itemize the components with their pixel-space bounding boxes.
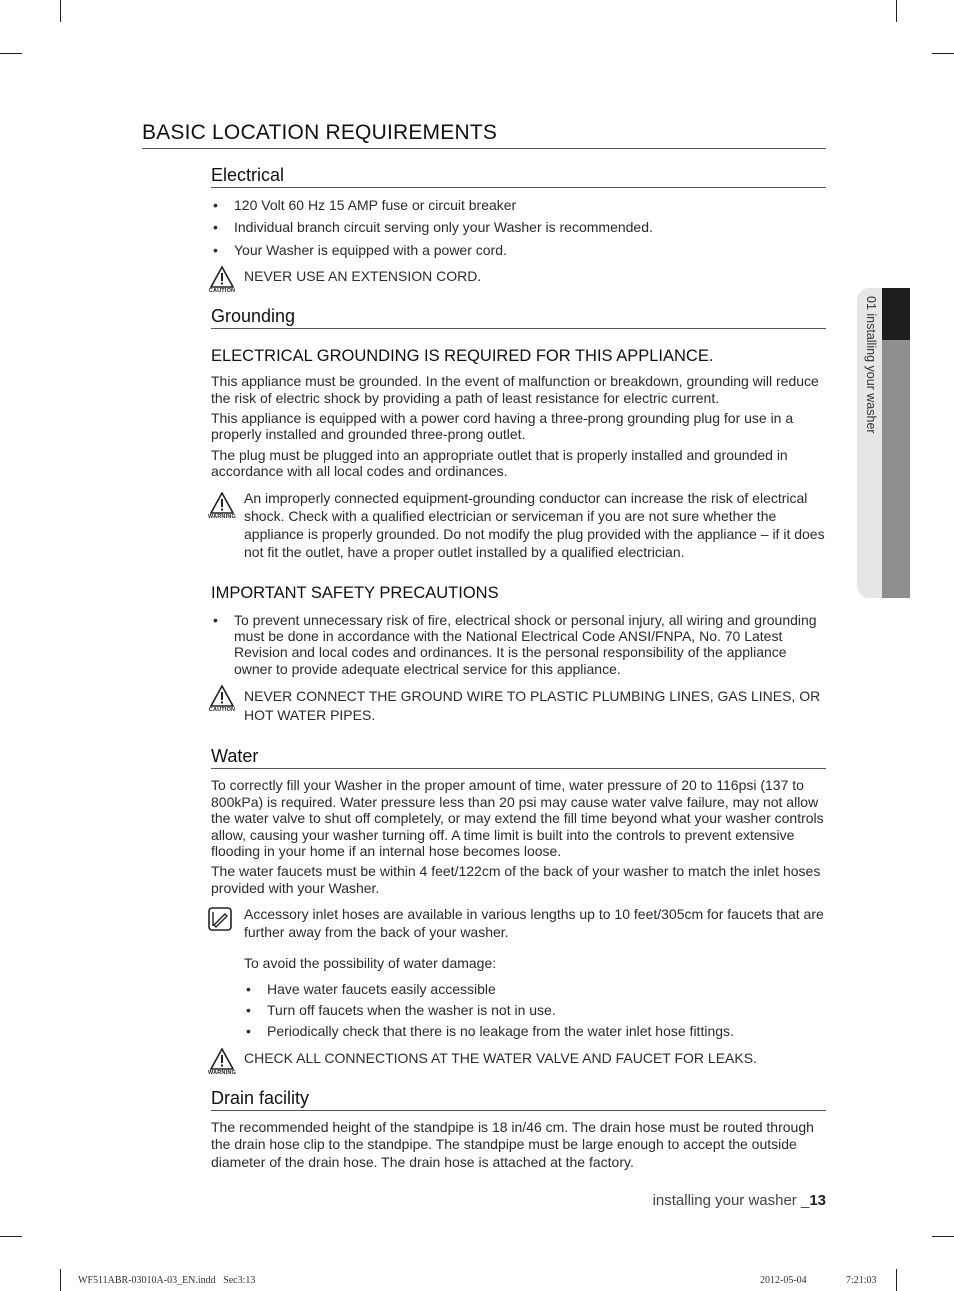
avoid-intro: To avoid the possibility of water damage:: [244, 955, 497, 972]
paragraph: This appliance is equipped with a power cord having a three-prong grounding plug for use in a properly installed and grounded three-prong outlet.: [211, 410, 794, 443]
caution-notice: [208, 687, 826, 725]
warning-text: An improperly connected equipment-grounding conductor can increase the risk of electrical shock. Check with a qualified electrician or serviceman if you are not sure whether the appliance is properly grounded. Do not modify the plug provided with the appliance – if it does not fit the outlet, have a proper outlet installed by a qualified electrician.: [244, 489, 825, 560]
note-icon: [208, 907, 232, 936]
crop-mark: [60, 1269, 61, 1291]
warning-label: WARNING: [208, 1069, 236, 1076]
paragraph: The plug must be plugged into an appropriate outlet that is properly installed and grounded in accordance with all local codes and ordinances.: [211, 446, 788, 480]
paragraph: To correctly fill your Washer in the proper amount of time, water pressure of 20 to 116psi (137 to 800kPa) is required. Water pressure less than 20 psi may cause water valve failure, may not allow the water valve to shut off completely, or may extend the fill time beyond what your washer controls allow, causing your washer turning off. A time limit is built into the controls to prevent extensive flooding in your home if an internal hose becomes loose.: [211, 777, 824, 859]
section-title-drain: Drain facility: [211, 1087, 826, 1111]
section-title-electrical: Electrical: [211, 164, 826, 188]
caution-label: CAUTION: [208, 288, 236, 295]
section-title-water: Water: [211, 745, 826, 769]
grounding-subtitle: ELECTRICAL GROUNDING IS REQUIRED FOR THIS APPLIANCE.: [211, 347, 714, 366]
warning-icon: [205, 492, 239, 520]
list-item: • Individual branch circuit serving only your Washer is recommended.: [211, 219, 826, 235]
precautions-subtitle: IMPORTANT SAFETY PRECAUTIONS: [211, 583, 499, 602]
caution-notice: [208, 268, 826, 295]
print-file-info: WF511ABR-03010A-03_EN.indd Sec3:13: [78, 1275, 256, 1286]
side-tab-bar: [882, 340, 910, 598]
crop-mark: [896, 1269, 897, 1291]
note-notice: [211, 906, 826, 1040]
crop-mark: [0, 1236, 22, 1237]
page-title: BASIC LOCATION REQUIREMENTS: [142, 120, 826, 149]
paragraph: The recommended height of the standpipe is 18 in/46 cm. The drain hose must be routed through the drain hose clip to the standpipe. The standpipe must be large enough to accept the outside diameter of the drain hose. The drain hose is attached at the factory.: [211, 1118, 814, 1170]
electrical-bullet-list: [211, 197, 826, 258]
list-item: • To prevent unnecessary risk of fire, electrical shock or personal injury, all wiring and grounding must be done in accordance with the National Electrical Code ANSI/FNPA, No. 70 Latest Revision and local codes and ordinances. It is the personal responsibility of the appliance owner to provide adequate electrical service for this appliance.: [211, 612, 826, 678]
paragraph: The water faucets must be within 4 feet/122cm of the back of your washer to match the inlet hoses provided with your Washer.: [211, 863, 821, 896]
page-footer: [653, 1192, 826, 1209]
note-text: Accessory inlet hoses are available in various lengths up to 10 feet/305cm for faucets that are further away from the back of your washer.: [244, 906, 824, 941]
crop-mark: [60, 0, 61, 22]
warning-icon: [205, 1048, 239, 1076]
side-tab-label: 01 installing your washer: [864, 296, 878, 434]
caution-label: CAUTION: [208, 707, 236, 714]
caution-text: NEVER CONNECT THE GROUND WIRE TO PLASTIC PLUMBING LINES, GAS LINES, OR HOT WATER PIPES.: [244, 688, 821, 724]
page-content: [208, 164, 826, 1171]
caution-text: NEVER USE AN EXTENSION CORD.: [244, 268, 482, 285]
side-tab-marker: [882, 288, 910, 340]
page-number: 13: [809, 1192, 826, 1209]
crop-mark: [896, 0, 897, 22]
paragraph: This appliance must be grounded. In the event of malfunction or breakdown, grounding will reduce the risk of electric shock by providing a path of least resistance for electric current.: [211, 373, 819, 406]
list-item: • Periodically check that there is no leakage from the water inlet hose fittings.: [244, 1023, 826, 1039]
warning-text: CHECK ALL CONNECTIONS AT THE WATER VALVE AND FAUCET FOR LEAKS.: [244, 1049, 757, 1066]
crop-mark: [0, 53, 22, 54]
caution-icon: [205, 685, 239, 713]
footer-text: installing your washer _: [652, 1192, 810, 1209]
section-title-grounding: Grounding: [211, 305, 826, 329]
precautions-bullet-list: [211, 612, 826, 678]
crop-mark: [932, 53, 954, 54]
caution-icon: [205, 266, 239, 294]
crop-mark: [932, 1236, 954, 1237]
print-date: 2012-05-04: [760, 1275, 807, 1286]
avoid-bullet-list: [244, 981, 826, 1040]
warning-label: WARNING: [208, 513, 236, 520]
print-time: 7:21:03: [846, 1275, 877, 1286]
warning-notice: [208, 489, 826, 562]
list-item: • 120 Volt 60 Hz 15 AMP fuse or circuit breaker: [211, 197, 826, 213]
list-item: • Your Washer is equipped with a power cord.: [211, 242, 826, 258]
warning-notice: [208, 1049, 826, 1076]
list-item: • Have water faucets easily accessible: [244, 981, 826, 997]
list-item: • Turn off faucets when the washer is not in use.: [244, 1002, 826, 1018]
